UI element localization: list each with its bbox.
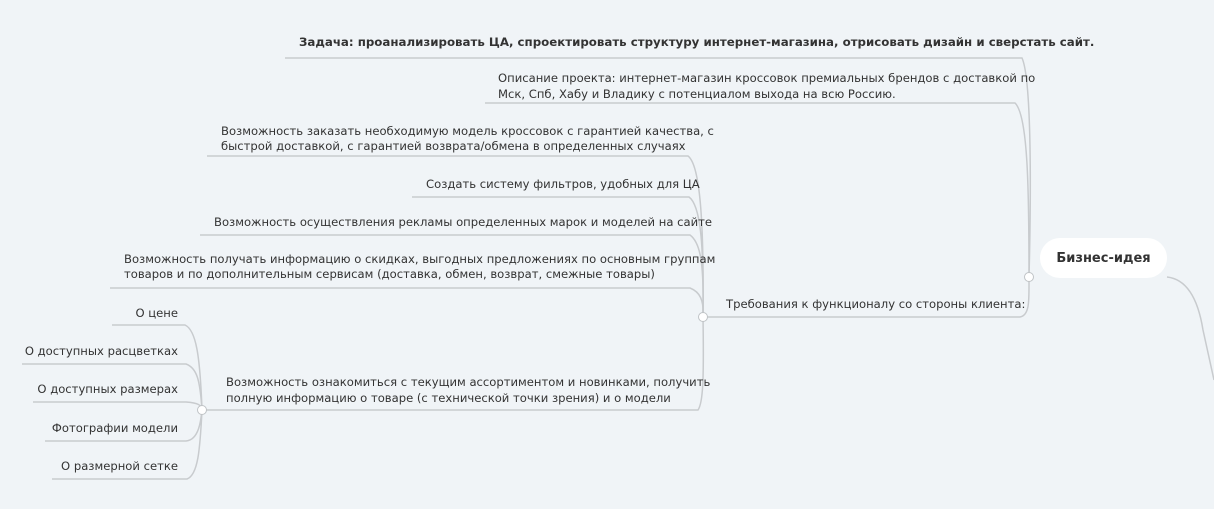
info-size-chart[interactable]: О размерной сетке — [61, 459, 178, 473]
requirement-discounts-line-1[interactable]: Возможность получать информацию о скидках, выгодных предложениях по основным группам — [124, 252, 716, 266]
info-colors[interactable]: О доступных расцветках — [24, 344, 178, 358]
info-price[interactable]: О цене — [135, 306, 178, 320]
connector-info-1 — [112, 325, 202, 410]
info-sizes[interactable]: О доступных размерах — [37, 382, 178, 396]
requirement-assortment-line-1[interactable]: Возможность ознакомиться с текущим ассортиментом и новинками, получить — [226, 375, 711, 389]
requirement-assortment-line-2[interactable]: полную информацию о товаре (с технической точки зрения) и о модели — [226, 391, 671, 405]
connector-info-3 — [33, 402, 202, 410]
requirement-order-line-1[interactable]: Возможность заказать необходимую модель кроссовок с гарантией качества, с — [221, 124, 714, 138]
description-topic-line-2[interactable]: Мск, Спб, Хабу и Владику с потенциалом выхода на всю Россию. — [498, 87, 896, 101]
collapse-knob-root[interactable] — [1024, 272, 1034, 282]
requirement-advertising[interactable]: Возможность осуществления рекламы определенных марок и моделей на сайте — [214, 215, 713, 229]
collapse-knob-requirements[interactable] — [698, 312, 708, 322]
connector-req-4 — [110, 288, 703, 317]
connector-root-right — [1167, 277, 1214, 380]
collapse-knob-product-info[interactable] — [197, 405, 207, 415]
root-topic-label: Бизнес-идея — [1056, 250, 1151, 266]
requirement-discounts-line-2[interactable]: товаров и по дополнительным сервисам (доставка, обмен, возврат, смежные товары) — [124, 267, 655, 281]
requirements-topic[interactable]: Требования к функционалу со стороны клиента: — [726, 297, 1026, 311]
info-photos[interactable]: Фотографии модели — [51, 421, 178, 435]
requirement-filters[interactable]: Создать систему фильтров, удобных для ЦА — [426, 177, 700, 191]
description-topic-line-1[interactable]: Описание проекта: интернет-магазин кроссовок премиальных брендов с доставкой по — [498, 71, 1036, 85]
root-topic[interactable] — [1040, 238, 1167, 278]
requirement-order-line-2[interactable]: быстрой доставкой, с гарантией возврата/обмена в определенных случаях — [221, 139, 686, 153]
task-topic[interactable]: Задача: проанализировать ЦА, спроектировать структуру интернет-магазина, отрисовать дизайн и сверстать сайт. — [299, 35, 1095, 49]
